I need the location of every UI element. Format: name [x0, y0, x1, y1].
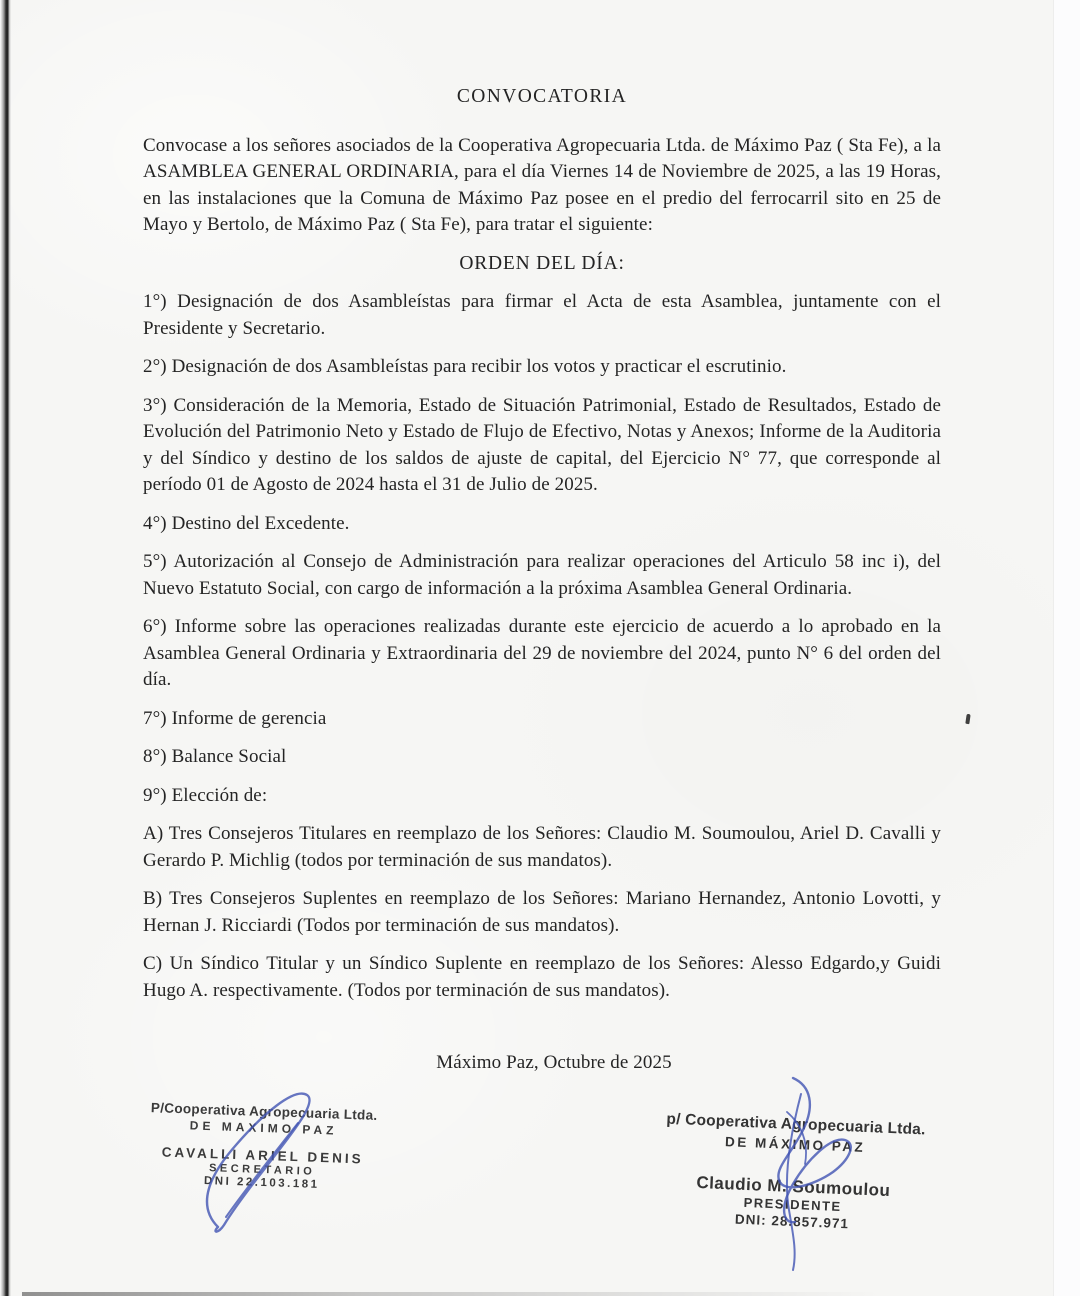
agenda-subitem-b: B) Tres Consejeros Suplentes en reemplazo de los Señores: Mariano Hernandez, Antonio Lovotti, y Hernan J. Ricciardi (Todos por terminación de sus mandatos). — [143, 888, 941, 936]
president-stamp — [654, 1110, 934, 1234]
secretary-stamp-org-line1: P/Cooperativa Agropecuaria Ltda. — [150, 1100, 378, 1123]
agenda-subitem-a: A) Tres Consejeros Titulares en reemplazo de los Señores: Claudio M. Soumoulou, Ariel D. Cavalli y Gerardo P. Michlig (todos por terminación de sus mandatos). — [143, 823, 941, 871]
president-stamp-role: PRESIDENTE — [743, 1194, 842, 1215]
agenda-item-7: 7°) Informe de gerencia — [143, 707, 327, 729]
secretary-stamp-org-line2: DE MAXIMO PAZ — [189, 1118, 338, 1138]
document-body — [143, 84, 941, 1096]
agenda-item-6: 6°) Informe sobre las operaciones realizadas durante este ejercicio de acuerdo a lo aprobado en la Asamblea General Ordinaria y Extraordinaria del 29 de noviembre del 2024, punto N° 6 del orden del día. — [143, 616, 941, 690]
president-stamp-name: Claudio M. Soumoulou — [696, 1172, 891, 1201]
scan-edge-left-line — [0, 0, 11, 1296]
agenda-item-3: 3°) Consideración de la Memoria, Estado de Situación Patrimonial, Estado de Resultados, Estado de Evolución del Patrimonio Neto y Estado de Flujo de Efectivo, Notas y Anexos; Informe de la Auditoria y del Síndico y destino de los saldos de ajuste de capital, del Ejercicio N° 77, que corresponde al período 01 de Agosto de 2024 hasta el 31 de Julio de 2025. — [143, 394, 941, 495]
dateline: Máximo Paz, Octubre de 2025 — [436, 1052, 672, 1073]
president-stamp-dni: DNI: 28.857.971 — [734, 1211, 850, 1232]
scan-edge-right-strip — [1053, 0, 1080, 1296]
scan-edge-bottom-smudge — [22, 1292, 880, 1296]
secretary-stamp-dni: DNI 22.103.181 — [203, 1174, 320, 1191]
agenda-heading: ORDEN DEL DÍA: — [459, 252, 625, 274]
secretary-stamp-role: SECRETARIO — [208, 1162, 316, 1178]
document-title: CONVOCATORIA — [456, 86, 628, 107]
president-stamp-org-line1: p/ Cooperativa Agropecuaria Ltda. — [666, 1110, 926, 1139]
intro-paragraph: Convocase a los señores asociados de la Cooperativa Agropecuaria Ltda. de Máximo Paz ( Sta Fe), a la ASAMBLEA GENERAL ORDINARIA, para el día Viernes 14 de Noviembre de 2025, a las 19 Horas, en las instalaciones que la Comuna de Máximo Paz posee en el predio del ferrocarril sito en 25 de Mayo y Bertolo, de Máximo Paz ( Sta Fe), para tratar el siguiente: — [143, 134, 941, 235]
agenda-item-9: 9°) Elección de: — [143, 784, 268, 806]
president-stamp-org-line2: DE MÁXIMO PAZ — [724, 1134, 866, 1155]
agenda-item-8: 8°) Balance Social — [143, 746, 287, 767]
agenda-item-2: 2°) Designación de dos Asambleístas para recibir los votos y practicar el escrutinio. — [143, 356, 787, 377]
agenda-subitem-c: C) Un Síndico Titular y un Síndico Suplente en reemplazo de los Señores: Alesso Edgardo,y Guidi Hugo A. respectivamente. (Todos por terminación de sus mandatos). — [143, 953, 941, 1001]
secretary-stamp — [137, 1100, 390, 1194]
agenda-item-1: 1°) Designación de dos Asambleístas para firmar el Acta de esta Asamblea, juntamente con el Presidente y Secretario. — [143, 291, 941, 339]
secretary-stamp-name: CAVALLI ARIEL DENIS — [161, 1144, 364, 1167]
agenda-item-5: 5°) Autorización al Consejo de Administración para realizar operaciones del Articulo 58 inc i), del Nuevo Estatuto Social, con cargo de información a la próxima Asamblea General Ordinaria. — [143, 551, 941, 599]
agenda-item-4: 4°) Destino del Excedente. — [143, 512, 350, 534]
scan-ink-speck — [965, 714, 970, 724]
